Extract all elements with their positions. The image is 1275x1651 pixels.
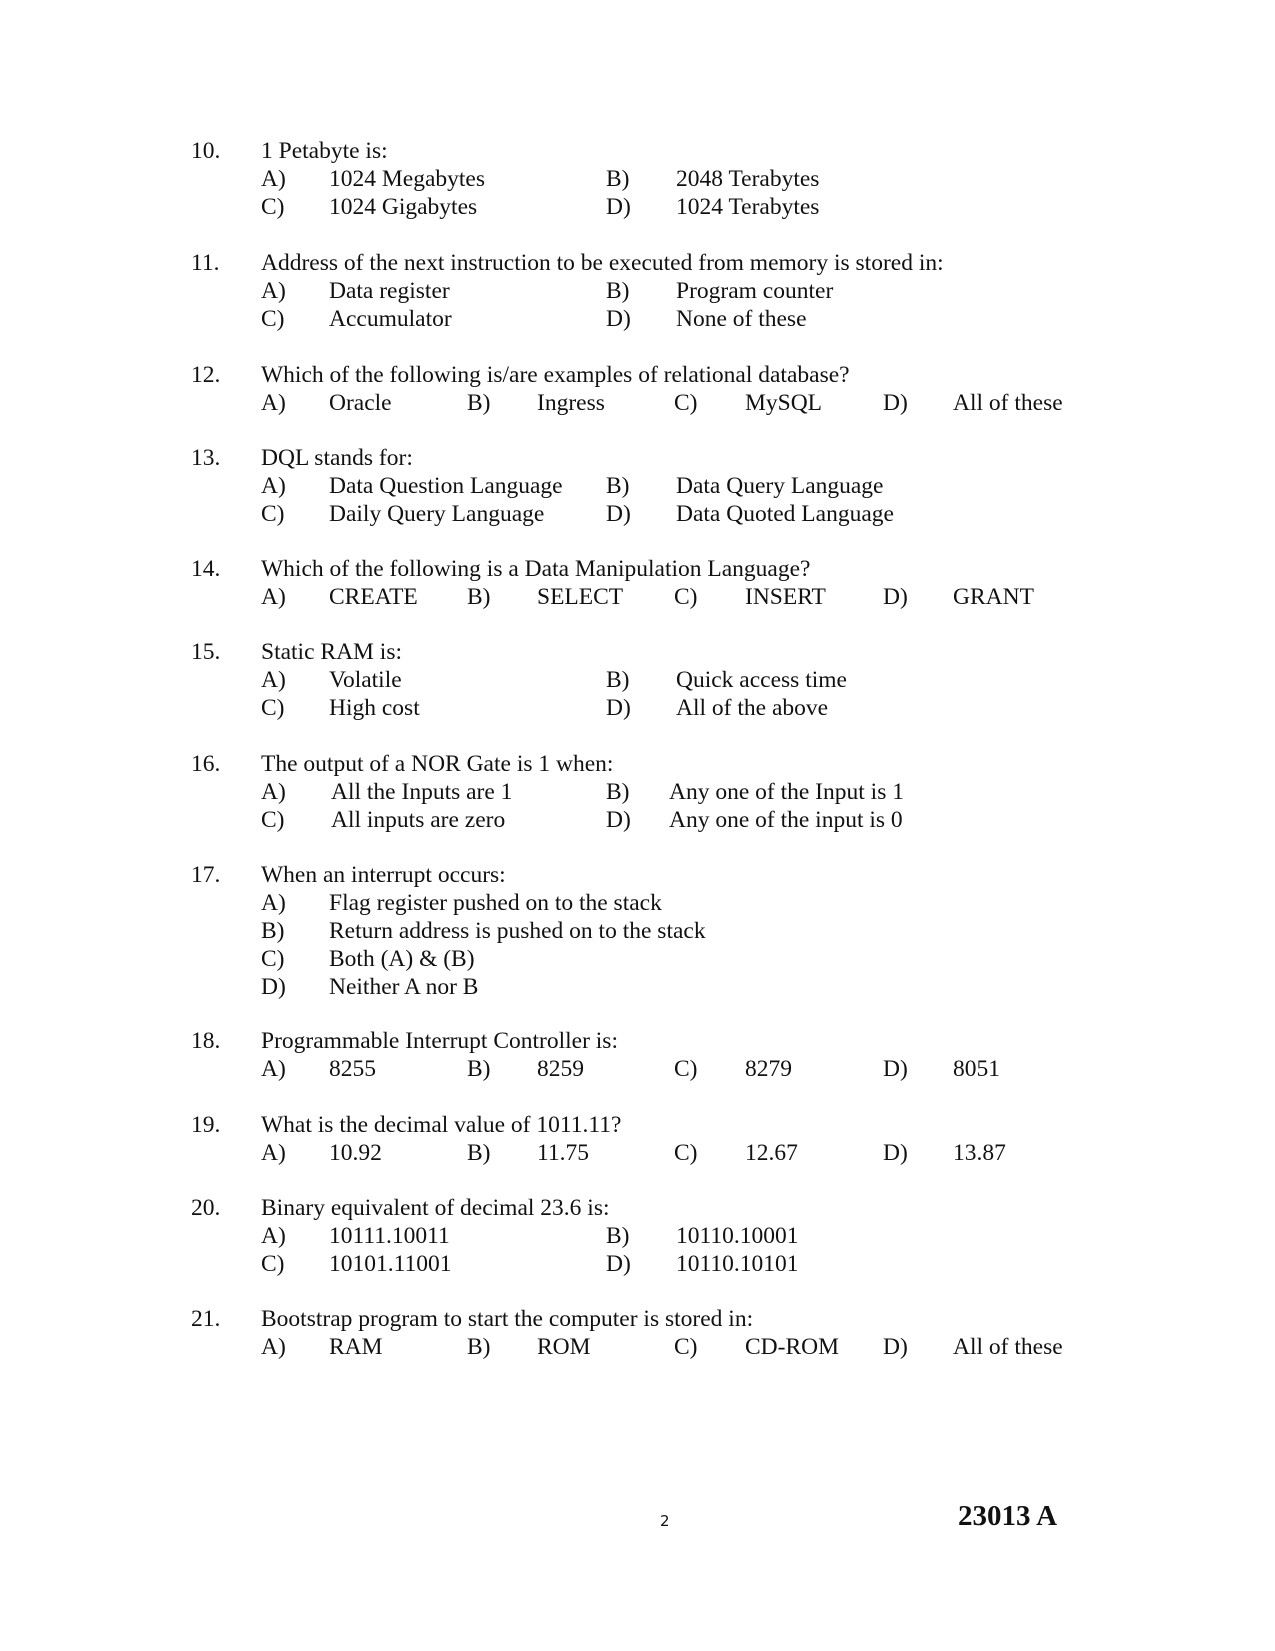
- option-text: SELECT: [537, 584, 624, 610]
- option-label: C): [674, 584, 698, 610]
- option-label: B): [606, 278, 630, 304]
- option-text: 10111.10011: [329, 1223, 450, 1249]
- option-text: Any one of the Input is 1: [669, 779, 904, 805]
- option-text: RAM: [329, 1334, 383, 1360]
- option-label: A): [261, 166, 286, 192]
- options-row: [0, 667, 1275, 697]
- option-label: A): [261, 779, 286, 805]
- option-text: 1024 Terabytes: [676, 194, 820, 220]
- option-text: 10110.10101: [676, 1251, 799, 1277]
- option-label: A): [261, 1334, 286, 1360]
- question-text: DQL stands for:: [261, 445, 413, 471]
- question-number: 10.: [191, 138, 221, 164]
- page-number: 2: [660, 1512, 670, 1530]
- question-number: 13.: [191, 445, 221, 471]
- question-text: The output of a NOR Gate is 1 when:: [261, 751, 614, 777]
- options-row: [0, 278, 1275, 308]
- option-label: B): [606, 166, 630, 192]
- options-row: [0, 946, 1275, 976]
- option-label: C): [261, 194, 285, 220]
- option-label: D): [883, 1334, 908, 1360]
- options-row: [0, 695, 1275, 725]
- option-label: A): [261, 278, 286, 304]
- option-text: Any one of the input is 0: [669, 807, 903, 833]
- options-row: [0, 974, 1275, 1004]
- question-text: Bootstrap program to start the computer is stored in:: [261, 1306, 754, 1332]
- option-label: D): [883, 1140, 908, 1166]
- option-label: C): [261, 306, 285, 332]
- option-label: B): [606, 473, 630, 499]
- option-label: A): [261, 584, 286, 610]
- option-text: High cost: [329, 695, 420, 721]
- question-number: 21.: [191, 1306, 221, 1332]
- option-text: Both (A) & (B): [329, 946, 475, 972]
- question-number: 19.: [191, 1112, 221, 1138]
- option-label: D): [606, 1251, 631, 1277]
- option-label: D): [883, 390, 908, 416]
- option-text: Data register: [329, 278, 450, 304]
- option-text: Daily Query Language: [329, 501, 545, 527]
- option-label: C): [261, 695, 285, 721]
- options-row: [0, 807, 1275, 837]
- option-text: Data Query Language: [676, 473, 884, 499]
- option-text: 8259: [537, 1056, 584, 1082]
- question-text: Which of the following is/are examples of relational database?: [261, 362, 850, 388]
- option-label: B): [606, 1223, 630, 1249]
- option-label: B): [261, 918, 285, 944]
- option-text: Data Quoted Language: [676, 501, 894, 527]
- option-label: C): [674, 390, 698, 416]
- option-text: Data Question Language: [329, 473, 563, 499]
- options-row: [0, 890, 1275, 920]
- question-number: 14.: [191, 556, 221, 582]
- option-label: B): [467, 1140, 491, 1166]
- option-text: 1024 Gigabytes: [329, 194, 478, 220]
- options-row: [0, 166, 1275, 196]
- options-row: [0, 1140, 1275, 1170]
- option-text: Quick access time: [676, 667, 847, 693]
- option-text: All of the above: [676, 695, 829, 721]
- option-text: CREATE: [329, 584, 418, 610]
- option-label: D): [883, 1056, 908, 1082]
- option-text: Program counter: [676, 278, 834, 304]
- option-text: Return address is pushed on to the stack: [329, 918, 706, 944]
- options-row: [0, 918, 1275, 948]
- option-label: D): [883, 584, 908, 610]
- option-text: 2048 Terabytes: [676, 166, 820, 192]
- option-text: MySQL: [745, 390, 823, 416]
- option-label: B): [606, 779, 630, 805]
- option-text: GRANT: [953, 584, 1034, 610]
- option-label: D): [606, 695, 631, 721]
- option-text: 10101.11001: [329, 1251, 452, 1277]
- options-row: [0, 306, 1275, 336]
- question-text: Binary equivalent of decimal 23.6 is:: [261, 1195, 610, 1221]
- question-text: Static RAM is:: [261, 639, 403, 665]
- question-number: 12.: [191, 362, 221, 388]
- option-text: Flag register pushed on to the stack: [329, 890, 662, 916]
- option-text: None of these: [676, 306, 807, 332]
- options-row: [0, 390, 1275, 420]
- question-number: 15.: [191, 639, 221, 665]
- option-text: 10.92: [329, 1140, 382, 1166]
- option-label: C): [261, 807, 285, 833]
- question-number: 17.: [191, 862, 221, 888]
- option-text: 8255: [329, 1056, 376, 1082]
- question-text: 1 Petabyte is:: [261, 138, 388, 164]
- option-text: 12.67: [745, 1140, 798, 1166]
- option-text: 1024 Megabytes: [329, 166, 485, 192]
- option-label: D): [261, 974, 286, 1000]
- options-row: [0, 584, 1275, 614]
- options-row: [0, 1334, 1275, 1364]
- option-label: D): [606, 807, 631, 833]
- question-text: What is the decimal value of 1011.11?: [261, 1112, 622, 1138]
- options-row: [0, 501, 1275, 531]
- option-label: C): [261, 1251, 285, 1277]
- option-label: C): [261, 946, 285, 972]
- option-label: A): [261, 1140, 286, 1166]
- paper-code: 23013 A: [958, 1500, 1058, 1532]
- option-label: D): [606, 194, 631, 220]
- options-row: [0, 473, 1275, 503]
- option-text: INSERT: [745, 584, 826, 610]
- option-label: A): [261, 667, 286, 693]
- option-text: 8051: [953, 1056, 1000, 1082]
- option-text: 11.75: [537, 1140, 590, 1166]
- option-label: D): [606, 501, 631, 527]
- option-text: Ingress: [537, 390, 605, 416]
- option-text: Volatile: [329, 667, 402, 693]
- options-row: [0, 1223, 1275, 1253]
- option-label: B): [467, 390, 491, 416]
- option-label: C): [674, 1334, 698, 1360]
- option-text: Oracle: [329, 390, 392, 416]
- option-label: C): [261, 501, 285, 527]
- option-text: CD-ROM: [745, 1334, 840, 1360]
- option-label: D): [606, 306, 631, 332]
- options-row: [0, 1251, 1275, 1281]
- options-row: [0, 194, 1275, 224]
- option-text: ROM: [537, 1334, 591, 1360]
- option-text: All of these: [953, 1334, 1063, 1360]
- question-text: Programmable Interrupt Controller is:: [261, 1028, 618, 1054]
- option-label: A): [261, 1056, 286, 1082]
- option-label: B): [467, 1334, 491, 1360]
- option-label: B): [467, 584, 491, 610]
- option-text: All of these: [953, 390, 1063, 416]
- question-number: 20.: [191, 1195, 221, 1221]
- option-text: All inputs are zero: [331, 807, 506, 833]
- question-text: When an interrupt occurs:: [261, 862, 506, 888]
- question-number: 11.: [191, 250, 220, 276]
- options-row: [0, 779, 1275, 809]
- option-text: 10110.10001: [676, 1223, 799, 1249]
- option-label: A): [261, 890, 286, 916]
- question-number: 18.: [191, 1028, 221, 1054]
- option-label: C): [674, 1140, 698, 1166]
- option-text: 13.87: [953, 1140, 1006, 1166]
- option-text: Neither A nor B: [329, 974, 479, 1000]
- option-text: All the Inputs are 1: [331, 779, 513, 805]
- option-label: B): [606, 667, 630, 693]
- question-text: Address of the next instruction to be executed from memory is stored in:: [261, 250, 944, 276]
- option-text: Accumulator: [329, 306, 452, 332]
- option-label: C): [674, 1056, 698, 1082]
- option-label: A): [261, 390, 286, 416]
- options-row: [0, 1056, 1275, 1086]
- option-label: A): [261, 1223, 286, 1249]
- option-text: 8279: [745, 1056, 792, 1082]
- question-number: 16.: [191, 751, 221, 777]
- option-label: B): [467, 1056, 491, 1082]
- option-label: A): [261, 473, 286, 499]
- question-text: Which of the following is a Data Manipulation Language?: [261, 556, 811, 582]
